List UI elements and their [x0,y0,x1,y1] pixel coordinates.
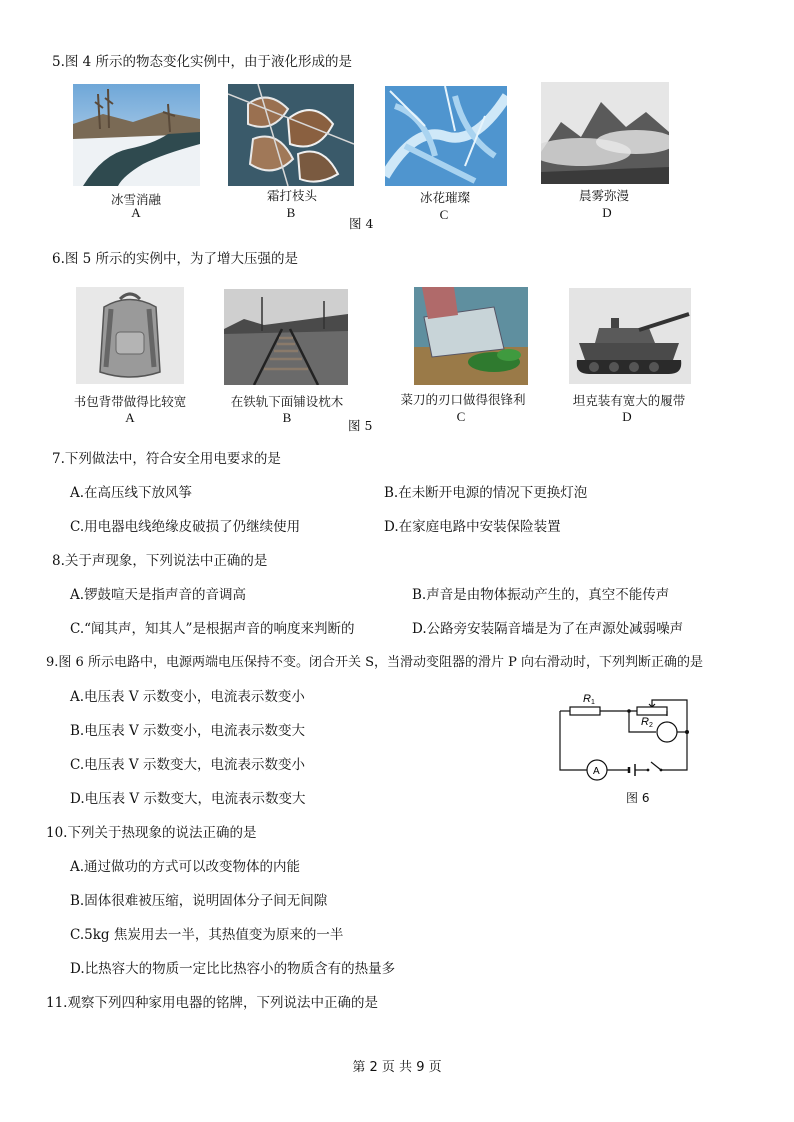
q7-option-b: B.在未断开电源的情况下更换灯泡 [384,485,588,501]
q10-option-a: A.通过做功的方式可以改变物体的内能 [70,859,301,875]
q9-option-a: A.电压表 V 示数变小，电流表示数变小 [70,689,305,705]
q5-caption-d: 晨雾弥漫 [578,188,629,203]
q6-stem: 6.图 5 所示的实例中，为了增大压强的是 [52,251,299,267]
q8-option-c: C.“闻其声，知其人”是根据声音的响度来判断的 [70,621,355,637]
q5-letter-c: C [439,207,449,222]
circuit-svg [555,686,701,786]
r1-label: R1 [583,693,595,706]
figure-6-label: 图 6 [626,791,650,805]
q7-option-a: A.在高压线下放风筝 [70,485,193,501]
tank-photo [569,288,691,384]
q5-letter-a: A [131,205,141,220]
q8-option-b: B.声音是由物体振动产生的，真空不能传声 [412,587,670,603]
q10-option-d: D.比热容大的物质一定比比热容小的物质含有的热量多 [70,961,396,977]
q8-option-d: D.公路旁安装隔音墙是为了在声源处减弱噪声 [412,621,684,637]
resistor-r2 [637,707,667,715]
q10-stem: 10.下列关于热现象的说法正确的是 [46,825,257,841]
page-footer: 第 2 页 共 9 页 [352,1060,442,1075]
q9-option-b: B.电压表 V 示数变小，电流表示数变大 [70,723,306,739]
q5-letter-b: B [286,205,296,220]
q6-letter-b: B [282,410,292,425]
q5-stem: 5.图 4 所示的物态变化实例中，由于液化形成的是 [52,54,353,70]
q5-letter-d: D [602,205,612,220]
q6-caption-b: 在铁轨下面铺设枕木 [230,394,344,409]
q10-option-b: B.固体很难被压缩，说明固体分子间无间隙 [70,893,328,909]
backpack-photo [76,287,184,384]
q9-option-d: D.电压表 V 示数变大，电流表示数变大 [70,791,306,807]
r2-label: R2 [641,716,653,729]
ammeter-label: A [593,766,600,777]
q6-letter-d: D [622,409,632,424]
q10-option-c: C.5kg 焦炭用去一半，其热值变为原来的一半 [70,927,344,943]
melting-snow-photo [73,84,200,186]
q11-stem: 11.观察下列四种家用电器的铭牌，下列说法中正确的是 [46,995,378,1011]
q6-letter-a: A [125,410,135,425]
q6-caption-d: 坦克装有宽大的履带 [572,393,686,408]
figure-5-label: 图 5 [348,418,373,433]
q9-option-c: C.电压表 V 示数变大，电流表示数变小 [70,757,305,773]
q5-caption-a: 冰雪消融 [110,192,161,207]
q8-stem: 8.关于声现象，下列说法中正确的是 [52,553,268,569]
q6-caption-c: 菜刀的刃口做得很锋利 [400,392,526,407]
voltmeter-icon [657,722,677,742]
q6-letter-c: C [456,409,466,424]
q5-caption-b: 霜打枝头 [266,188,317,203]
q6-caption-a: 书包背带做得比较宽 [73,394,187,409]
circuit-diagram [555,686,701,786]
frost-leaves-photo [228,84,354,186]
q7-stem: 7.下列做法中，符合安全用电要求的是 [52,451,281,467]
q5-caption-c: 冰花璀璨 [419,190,470,205]
q7-option-d: D.在家庭电路中安装保险装置 [384,519,561,535]
q7-option-c: C.用电器电线绝缘皮破损了仍继续使用 [70,519,301,535]
railway-photo [224,289,348,385]
ice-flowers-photo [385,86,507,186]
q9-stem: 9.图 6 所示电路中，电源两端电压保持不变。闭合开关 S，当滑动变阻器的滑片 P 向右滑动时，下列判断正确的是 [46,655,703,670]
resistor-r1 [570,707,600,715]
kitchen-knife-photo [414,287,528,385]
q8-option-a: A.锣鼓喧天是指声音的音调高 [70,587,247,603]
morning-fog-photo [541,82,669,184]
figure-4-label: 图 4 [349,216,374,231]
